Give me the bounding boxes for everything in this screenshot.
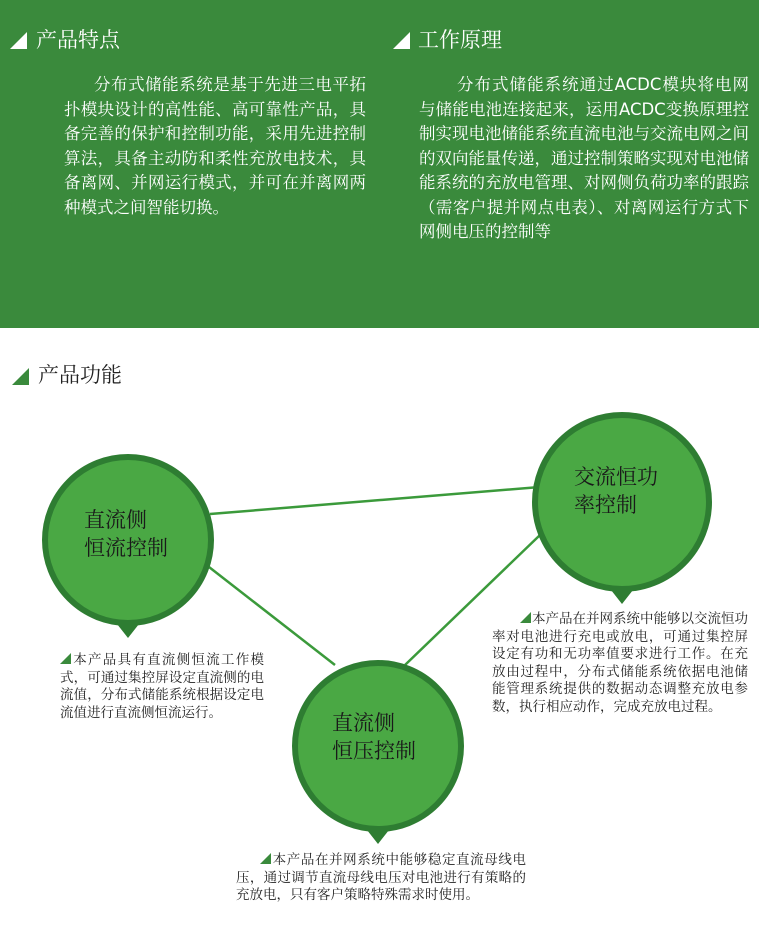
features-text: 分布式储能系统是基于先进三电平拓扑模块设计的高性能、高可靠性产品，具备完善的保护和控制功能，采用先进控制算法，具备主动防和柔性充放电技术，具备离网、并网运行模式，并可在并离网两种模式之间智能切换。 (64, 75, 366, 217)
principle-text: 分布式储能系统通过ACDC模块将电网与储能电池连接起来，运用ACDC变换原理控制实现电池储能系统直流电池与交流电网之间的双向能量传递，通过控制策略实现对电池储能系统的充放电管理、对网侧负荷功率的跟踪（需客户提并网点电表）、对离网运行方式下网侧电压的控制等 (419, 75, 749, 241)
connector-line (200, 560, 335, 665)
bullet-marker-icon (520, 612, 531, 623)
dc-constant-voltage-label: 直流侧 恒压控制 (332, 711, 416, 763)
ac-constant-power-desc-text: 本产品在并网系统中能够以交流恒功率对电池进行充电或放电，可通过集控屏设定有功和无功率值要求进行工作。在充放由过程中，分布式储能系统依据电池储能管理系统提供的数据动态调整充放电参数，执行相应动作，完成充放电过程。 (492, 611, 748, 715)
dc-constant-current-label: 直流侧 恒流控制 (84, 508, 168, 560)
node-pointer (117, 624, 139, 638)
dc-constant-voltage-desc-text: 本产品在并网系统中能够稳定直流母线电压，通过调节直流母线电压对电池进行有策略的充放电，只有客户策略特殊需求时使用。 (236, 852, 526, 904)
principle-title: 工作原理 (418, 28, 502, 52)
ac-constant-power-desc (492, 611, 748, 717)
dc-constant-voltage-desc (236, 852, 526, 905)
dc-constant-current-desc-text: 本产品具有直流侧恒流工作模式，可通过集控屏设定直流侧的电流值，分布式储能系统根据设定电流值进行直流侧恒流运行。 (60, 652, 264, 721)
functions-title: 产品功能 (38, 363, 122, 387)
node-pointer (367, 830, 389, 844)
node-pointer (611, 590, 633, 604)
ac-constant-power-label: 交流恒功 率控制 (574, 465, 658, 517)
connector-line (210, 487, 540, 514)
bullet-marker-icon (60, 653, 71, 664)
dc-constant-current-desc (60, 652, 264, 722)
bullet-marker-icon (260, 853, 271, 864)
features-title: 产品特点 (36, 28, 120, 52)
